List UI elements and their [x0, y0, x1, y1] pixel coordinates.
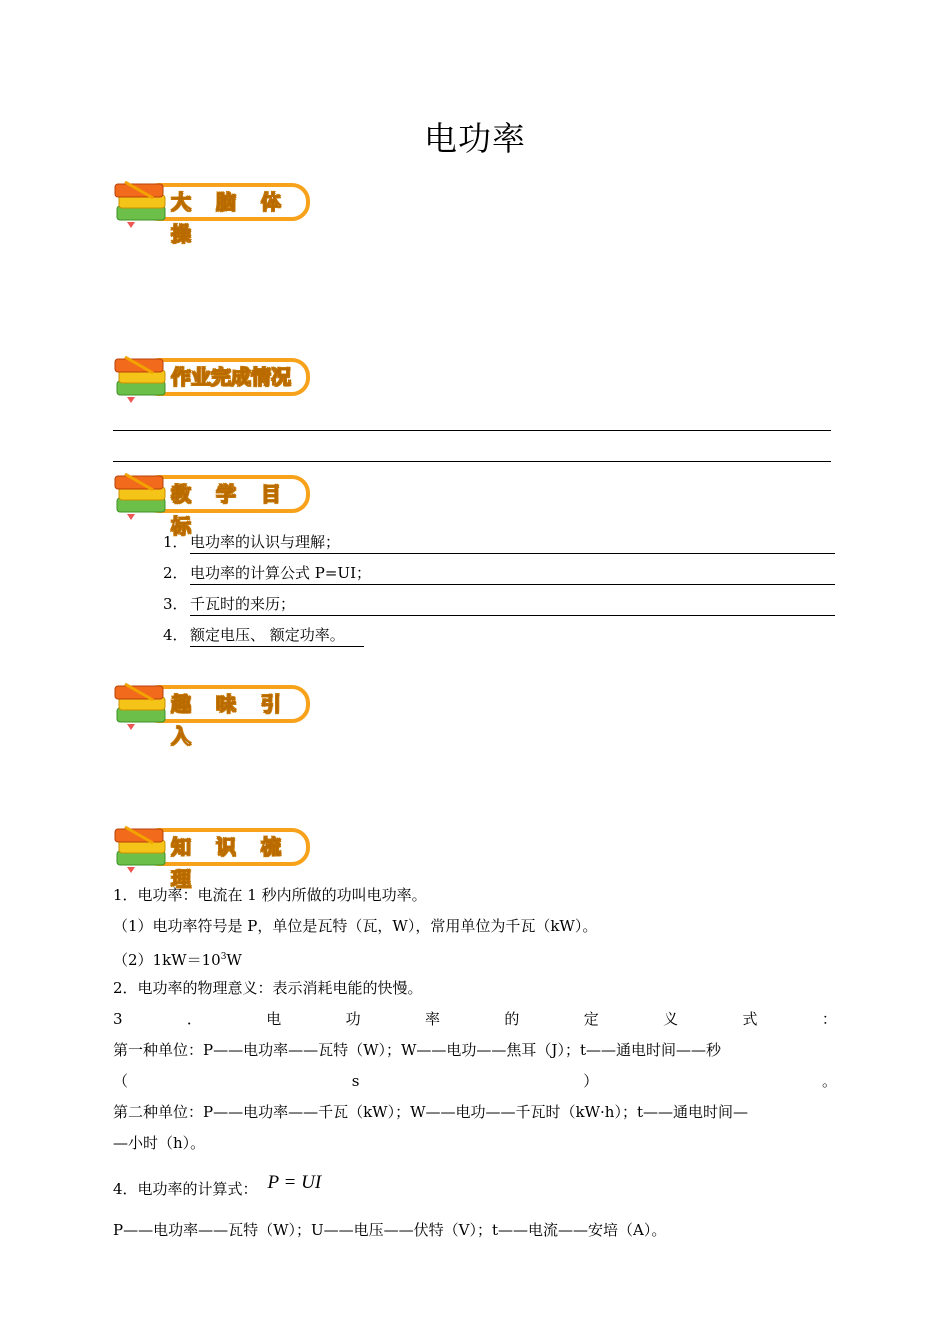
text-line: 1．电功率：电流在 1 秒内所做的功叫电功率。: [113, 886, 427, 904]
section-header-homework: [113, 355, 313, 405]
section-header-brain: [113, 180, 313, 246]
goal-item: 2． 电功率的计算公式 P=UI；: [163, 563, 835, 585]
section-title: 知 识 梳 理: [171, 835, 290, 891]
section-title: 教 学 目 标: [171, 482, 290, 538]
section-header-intro: [113, 682, 313, 748]
goal-item: 4． 额定电压、 额定功率。: [163, 625, 835, 647]
text-line-justified: 3 ． 电 功 率 的 定 义 式 ：: [113, 1010, 837, 1028]
text-line: —小时（h）。: [113, 1134, 206, 1152]
section-title: 趣 味 引 入: [171, 692, 290, 748]
goal-item: 3． 千瓦时的来历；: [163, 594, 835, 616]
section-title: 大 脑 体 操: [171, 190, 290, 246]
answer-line: [113, 430, 831, 431]
text-line: 第二种单位：P——电功率——千瓦（kW）；W——电功——千瓦时（kW·h）；t——通电时间—: [113, 1103, 748, 1121]
text-line-justified: （ s ） 。: [113, 1072, 837, 1090]
answer-line: [113, 461, 831, 462]
text-line: P——电功率——瓦特（W）；U——电压——伏特（V）；t——电流——安培（A）。: [113, 1221, 667, 1239]
text-line: 2．电功率的物理意义：表示消耗电能的快慢。: [113, 979, 423, 997]
goal-item: 1． 电功率的认识与理解；: [163, 532, 835, 554]
text-line: 4．电功率的计算式： P = UI: [113, 1172, 322, 1198]
section-header-knowledge: [113, 825, 313, 891]
formula: P = UI: [267, 1172, 322, 1193]
section-header-goals: [113, 472, 313, 538]
text-line: （1）电功率符号是 P，单位是瓦特（瓦，W），常用单位为千瓦（kW）。: [113, 917, 598, 935]
text-line: 第一种单位：P——电功率——瓦特（W）；W——电功——焦耳（J）；t——通电时间——秒: [113, 1041, 721, 1059]
text-line: $(2)1kW=10^3W$: [113, 951, 242, 969]
section-title: 作业完成情况: [171, 365, 291, 389]
page-title: 电功率: [424, 119, 526, 158]
